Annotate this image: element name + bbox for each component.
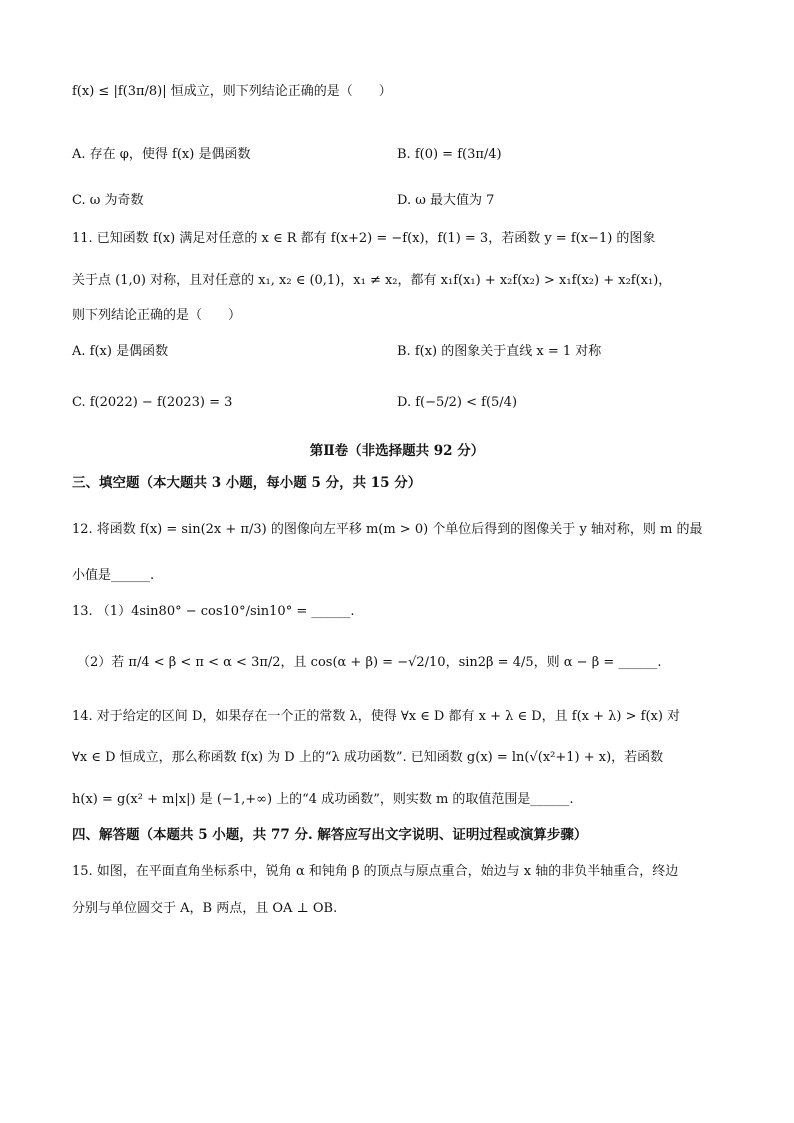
question-11-stem-line3: 则下列结论正确的是（ ） xyxy=(72,308,242,323)
part-two-title: 第Ⅱ卷（非选择题共 92 分） xyxy=(309,443,485,459)
question-11-stem-line1: 11. 已知函数 f(x) 满足对任意的 x ∈ R 都有 f(x+2) = −f(x)，f(1) = 3，若函数 y = f(x−1) 的图象 xyxy=(72,231,656,246)
q11-option-d: D. f(−5/2) < f(5/4) xyxy=(397,395,518,410)
question-14-line2: ∀x ∈ D 恒成立，那么称函数 f(x) 为 D 上的“λ 成功函数”. 已知函数 g(x) = ln(√(x²+1) + x)，若函数 xyxy=(72,750,664,765)
q10-option-b: B. f(0) = f(3π/4) xyxy=(397,147,502,162)
q10-option-d: D. ω 最大值为 7 xyxy=(397,193,495,208)
section-4-heading: 四、解答题（本题共 5 小题，共 77 分. 解答应写出文字说明、证明过程或演算步骤） xyxy=(72,827,588,843)
q11-option-a: A. f(x) 是偶函数 xyxy=(72,344,169,359)
question-12-line2: 小值是______. xyxy=(72,568,155,583)
q10-option-a: A. 存在 φ，使得 f(x) 是偶函数 xyxy=(72,147,251,162)
question-12-line1: 12. 将函数 f(x) = sin(2x + π/3) 的图像向左平移 m(m > 0) 个单位后得到的图像关于 y 轴对称，则 m 的最 xyxy=(72,522,703,537)
section-3-heading: 三、填空题（本大题共 3 小题，每小题 5 分，共 15 分） xyxy=(72,475,422,491)
question-13-part1: 13. （1）4sin80° − cos10°/sin10° = ______. xyxy=(72,604,355,619)
question-14-line3: h(x) = g(x² + m|x|) 是 (−1,+∞) 上的“4 成功函数”，则实数 m 的取值范围是______. xyxy=(72,792,574,807)
question-11-stem-line2: 关于点 (1,0) 对称，且对任意的 x₁, x₂ ∈ (0,1)，x₁ ≠ x₂，都有 x₁f(x₁) + x₂f(x₂) > x₁f(x₂) + x₂f(x₁)， xyxy=(72,273,672,288)
question-13-part2: （2）若 π/4 < β < π < α < 3π/2，且 cos(α + β) = −√2/10，sin2β = 4/5，则 α − β = ______. xyxy=(77,655,662,670)
question-10-stem-end: f(x) ≤ |f(3π/8)| 恒成立，则下列结论正确的是（ ） xyxy=(72,84,392,99)
q11-option-c: C. f(2022) − f(2023) = 3 xyxy=(72,395,233,410)
q10-option-c: C. ω 为奇数 xyxy=(72,193,144,208)
question-15-line1: 15. 如图，在平面直角坐标系中，锐角 α 和钝角 β 的顶点与原点重合，始边与 x 轴的非负半轴重合，终边 xyxy=(72,864,679,879)
question-14-line1: 14. 对于给定的区间 D，如果存在一个正的常数 λ，使得 ∀x ∈ D 都有 x + λ ∈ D，且 f(x + λ) > f(x) 对 xyxy=(72,709,681,724)
question-15-line2: 分别与单位圆交于 A，B 两点，且 OA ⊥ OB. xyxy=(72,901,338,916)
q11-option-b: B. f(x) 的图象关于直线 x = 1 对称 xyxy=(397,344,602,359)
